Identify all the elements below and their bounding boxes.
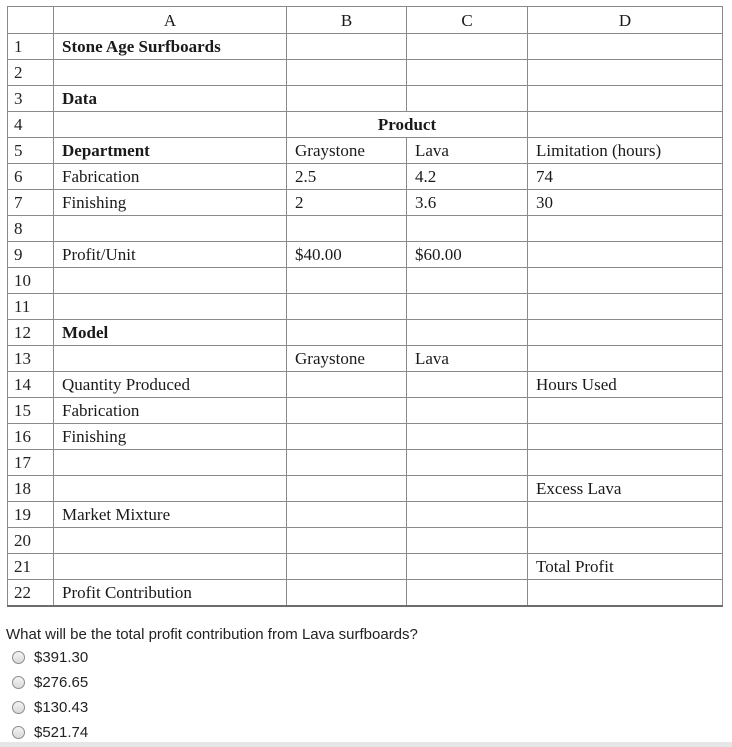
answer-option-label: $521.74 [34, 724, 89, 741]
cell-d [528, 242, 723, 268]
column-header-a: A [54, 7, 287, 34]
cell-b: $40.00 [287, 242, 407, 268]
sheet-row [8, 450, 723, 476]
cell-a: Quantity Produced [54, 372, 287, 398]
cell-b [287, 398, 407, 424]
cell-c [407, 216, 528, 242]
cell-d: Limitation (hours) [528, 138, 723, 164]
row-number: 13 [8, 346, 54, 372]
cell-a [54, 268, 287, 294]
sheet-row [8, 424, 723, 450]
cell-a: Department [54, 138, 287, 164]
cell-b: Graystone [287, 346, 407, 372]
cell-a: Finishing [54, 190, 287, 216]
cell-c [407, 268, 528, 294]
cell-a: Model [54, 320, 287, 346]
row-number: 9 [8, 242, 54, 268]
cell-b [287, 476, 407, 502]
cell-c: 3.6 [407, 190, 528, 216]
cell-d [528, 580, 723, 607]
cell-c [407, 86, 528, 112]
cell-d: 30 [528, 190, 723, 216]
row-number: 16 [8, 424, 54, 450]
answer-options [12, 645, 88, 745]
cell-b [287, 502, 407, 528]
row-number: 5 [8, 138, 54, 164]
row-number: 20 [8, 528, 54, 554]
row-number: 10 [8, 268, 54, 294]
cell-a [54, 112, 287, 138]
row-number: 17 [8, 450, 54, 476]
row-number: 2 [8, 60, 54, 86]
sheet-row [8, 294, 723, 320]
cell-b: 2.5 [287, 164, 407, 190]
cell-d [528, 294, 723, 320]
row-number: 14 [8, 372, 54, 398]
cell-c: Lava [407, 346, 528, 372]
row-number: 6 [8, 164, 54, 190]
row-number: 18 [8, 476, 54, 502]
cell-d [528, 34, 723, 60]
cell-a: Profit/Unit [54, 242, 287, 268]
row-number: 7 [8, 190, 54, 216]
cell-d [528, 216, 723, 242]
sheet-row [8, 34, 723, 60]
cell-d [528, 528, 723, 554]
corner-cell [8, 7, 54, 34]
sheet-row [8, 60, 723, 86]
sheet-row [8, 216, 723, 242]
answer-option-label: $391.30 [34, 649, 89, 666]
cell-c [407, 580, 528, 607]
sheet-row [8, 112, 723, 138]
sheet-row [8, 164, 723, 190]
cell-b: Graystone [287, 138, 407, 164]
cell-a: Market Mixture [54, 502, 287, 528]
cell-a: Finishing [54, 424, 287, 450]
cell-d [528, 320, 723, 346]
cell-c [407, 34, 528, 60]
answer-option[interactable] [12, 695, 88, 720]
cell-d: Hours Used [528, 372, 723, 398]
cell-a: Fabrication [54, 164, 287, 190]
cell-b [287, 580, 407, 607]
cell-d: Excess Lava [528, 476, 723, 502]
answer-option-label: $130.43 [34, 699, 89, 716]
sheet-row [8, 190, 723, 216]
cell-d [528, 502, 723, 528]
cell-d: 74 [528, 164, 723, 190]
row-number: 8 [8, 216, 54, 242]
cell-b [287, 320, 407, 346]
sheet-row [8, 346, 723, 372]
cell-b [287, 86, 407, 112]
cell-d [528, 86, 723, 112]
cell-d [528, 424, 723, 450]
cell-a [54, 554, 287, 580]
row-number: 22 [8, 580, 54, 607]
radio-button[interactable] [12, 651, 25, 664]
column-header-d: D [528, 7, 723, 34]
cell-b [287, 450, 407, 476]
cell-b [287, 34, 407, 60]
cell-c: 4.2 [407, 164, 528, 190]
row-number: 1 [8, 34, 54, 60]
sheet-row [8, 398, 723, 424]
radio-button[interactable] [12, 701, 25, 714]
radio-button[interactable] [12, 726, 25, 739]
sheet-row [8, 554, 723, 580]
sheet-row [8, 528, 723, 554]
row-number: 12 [8, 320, 54, 346]
spreadsheet-table [7, 6, 723, 607]
answer-option-label: $276.65 [34, 674, 89, 691]
cell-c [407, 424, 528, 450]
cell-a: Data [54, 86, 287, 112]
row-number: 3 [8, 86, 54, 112]
cell-c [407, 476, 528, 502]
cell-bc-merged: Product [287, 112, 528, 138]
question-text: What will be the total profit contribution from Lava surfboards? [6, 626, 418, 643]
sheet-row [8, 242, 723, 268]
cell-a: Fabrication [54, 398, 287, 424]
cell-c [407, 450, 528, 476]
cell-c: Lava [407, 138, 528, 164]
sheet-row [8, 476, 723, 502]
cell-b [287, 60, 407, 86]
column-header-row [8, 7, 723, 34]
column-header-b: B [287, 7, 407, 34]
cell-c [407, 372, 528, 398]
column-header-c: C [407, 7, 528, 34]
cell-d: Total Profit [528, 554, 723, 580]
cell-c: $60.00 [407, 242, 528, 268]
cell-c [407, 554, 528, 580]
cell-a [54, 528, 287, 554]
radio-button[interactable] [12, 676, 25, 689]
cell-b [287, 216, 407, 242]
sheet-row [8, 502, 723, 528]
cell-a: Profit Contribution [54, 580, 287, 607]
cell-a [54, 294, 287, 320]
sheet-row [8, 268, 723, 294]
cell-a [54, 216, 287, 242]
cell-d [528, 268, 723, 294]
cell-a [54, 450, 287, 476]
cell-b [287, 372, 407, 398]
cell-b [287, 294, 407, 320]
row-number: 21 [8, 554, 54, 580]
cell-b [287, 554, 407, 580]
cell-d [528, 60, 723, 86]
cell-b [287, 268, 407, 294]
cell-b [287, 528, 407, 554]
cell-c [407, 294, 528, 320]
cell-a [54, 346, 287, 372]
cell-b: 2 [287, 190, 407, 216]
bottom-divider [0, 742, 732, 747]
cell-b [287, 424, 407, 450]
sheet-row [8, 580, 723, 607]
answer-option[interactable] [12, 645, 88, 670]
row-number: 19 [8, 502, 54, 528]
cell-c [407, 502, 528, 528]
cell-c [407, 320, 528, 346]
sheet-row [8, 138, 723, 164]
cell-c [407, 528, 528, 554]
cell-d [528, 346, 723, 372]
cell-d [528, 112, 723, 138]
sheet-row [8, 86, 723, 112]
cell-a [54, 60, 287, 86]
cell-c [407, 60, 528, 86]
cell-d [528, 450, 723, 476]
row-number: 4 [8, 112, 54, 138]
cell-c [407, 398, 528, 424]
sheet-row [8, 372, 723, 398]
row-number: 15 [8, 398, 54, 424]
cell-a: Stone Age Surfboards [54, 34, 287, 60]
row-number: 11 [8, 294, 54, 320]
cell-d [528, 398, 723, 424]
cell-a [54, 476, 287, 502]
answer-option[interactable] [12, 670, 88, 695]
sheet-row [8, 320, 723, 346]
